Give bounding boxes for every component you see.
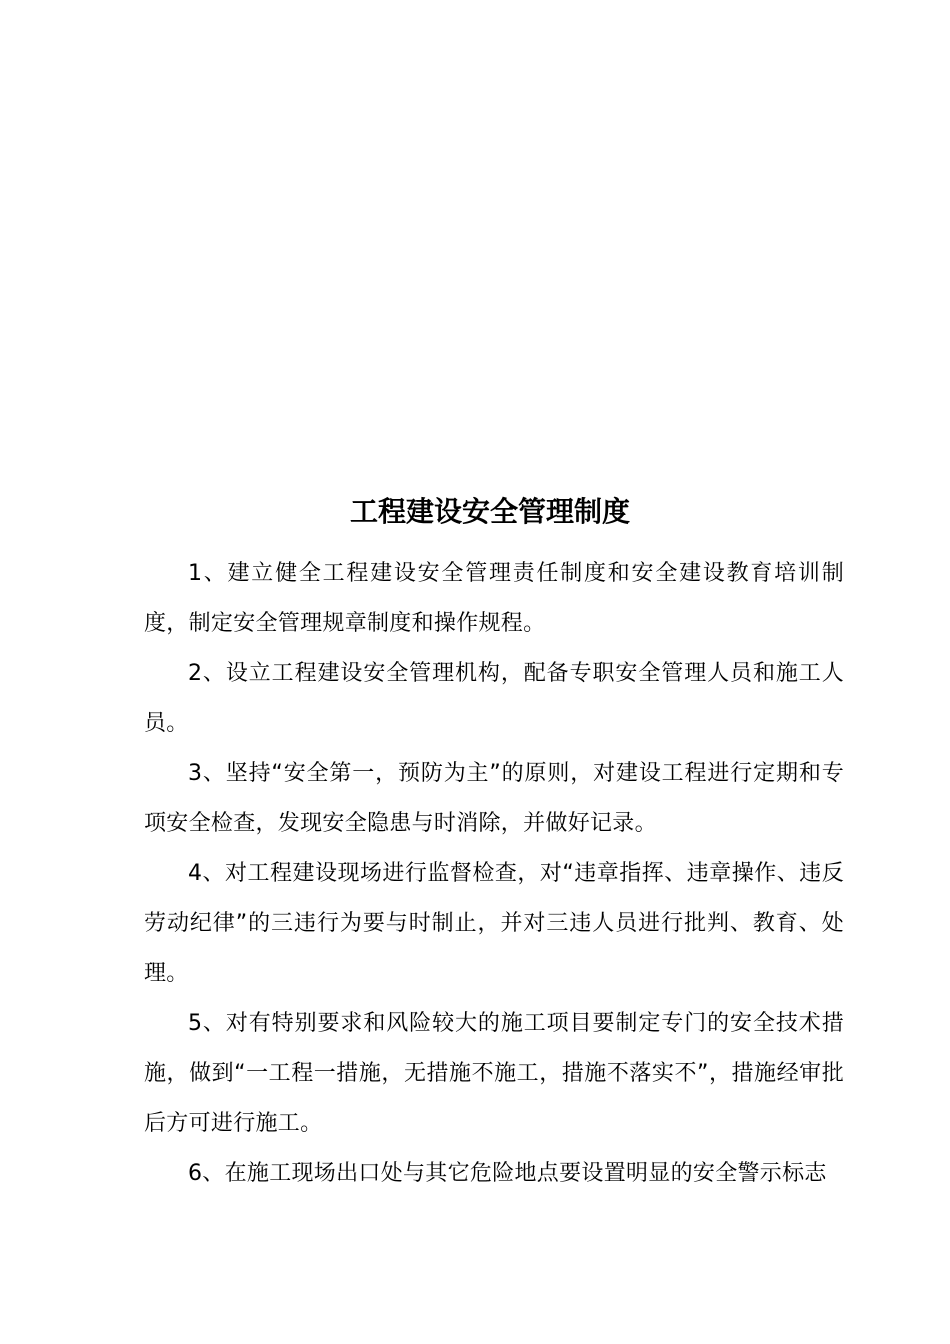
paragraph-6: 6、在施工现场出口处与其它危险地点要设置明显的安全警示标志 xyxy=(188,1161,827,1186)
document-title: 工程建设安全管理制度 xyxy=(349,495,630,528)
paragraph-5: 5、对有特别要求和风险较大的施工项目要制定专门的安全技术措施，做到“一工程一措施，无措施不施工，措施不落实不”，措施经审批后方可进行施工。 xyxy=(144,1011,844,1136)
paragraph-2: 2、设立工程建设安全管理机构，配备专职安全管理人员和施工人员。 xyxy=(144,661,844,736)
paragraph-4: 4、对工程建设现场进行监督检查，对“违章指挥、违章操作、违反劳动纪律”的三违行为要与时制止，并对三违人员进行批判、教育、处理。 xyxy=(144,861,844,986)
paragraph-1: 1、建立健全工程建设安全管理责任制度和安全建设教育培训制度，制定安全管理规章制度和操作规程。 xyxy=(144,561,844,636)
document-body xyxy=(144,549,844,1199)
paragraph-3: 3、坚持“安全第一，预防为主”的原则，对建设工程进行定期和专项安全检查，发现安全隐患与时消除，并做好记录。 xyxy=(144,761,844,836)
